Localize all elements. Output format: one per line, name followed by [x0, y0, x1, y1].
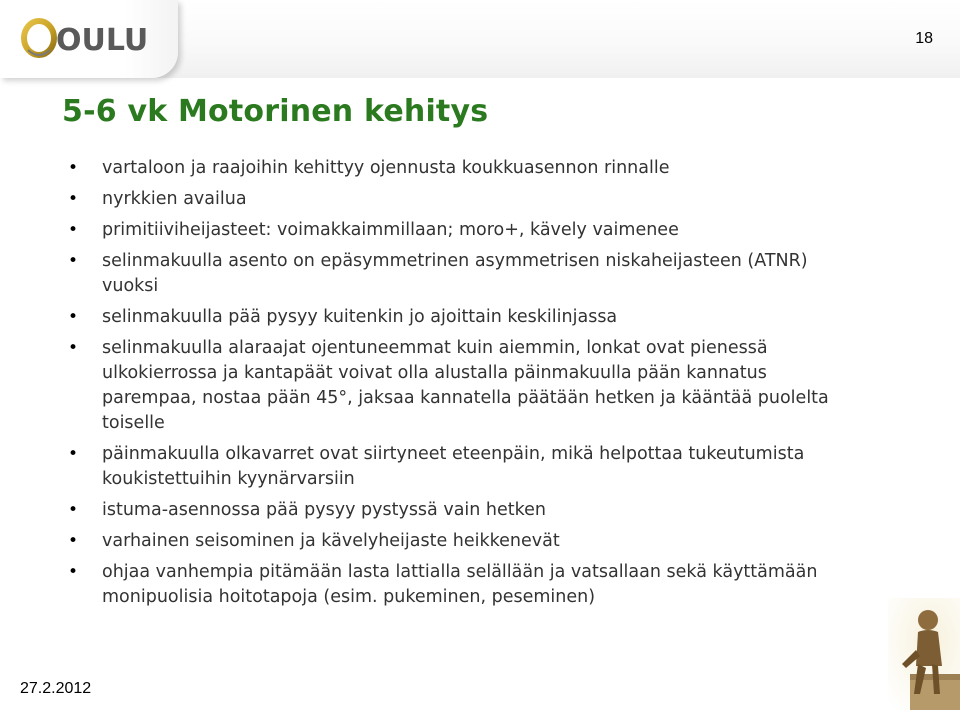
oulu-logo [20, 10, 150, 66]
bullet-text: ohjaa vanhempia pitämään lasta lattialla selällään ja vatsallaan sekä käyttämään monipuolisia hoitotapoja (esim. pukeminen, peseminen) [102, 562, 818, 607]
bullet-item [62, 529, 862, 554]
bullet-icon: • [68, 307, 79, 327]
bullet-text: primitiiviheijasteet: voimakkaimmillaan; moro+, kävely vaimenee [102, 220, 679, 240]
bullet-list [62, 156, 862, 616]
bullet-icon: • [68, 189, 79, 209]
bullet-text: päinmakuulla olkavarret ovat siirtyneet eteenpäin, mikä helpottaa tukeutumista koukistettuihin kyynärvarsiin [102, 444, 805, 489]
footer-date: 27.2.2012 [20, 680, 92, 697]
bullet-icon: • [68, 251, 79, 271]
bullet-text: selinmakuulla alaraajat ojentuneemmat kuin aiemmin, lonkat ovat pienessä ulkokierrossa ja kantapäät voivat olla alustalla päinmakuulla pään kannatus parempaa, nostaa pään 45°, jaksaa kannatella päätään hetken ja kääntää puolelta toiselle [102, 338, 829, 433]
bullet-text: vartaloon ja raajoihin kehittyy ojennusta koukkuasennon rinnalle [102, 158, 670, 178]
bullet-text: selinmakuulla asento on epäsymmetrinen asymmetrisen niskaheijasteen (ATNR) vuoksi [102, 251, 808, 296]
bullet-item [62, 156, 862, 181]
bullet-item [62, 249, 862, 299]
statue-image [888, 598, 960, 710]
logo-tab [0, 0, 178, 78]
bullet-icon: • [68, 444, 79, 464]
bullet-icon: • [68, 562, 79, 582]
bullet-text: varhainen seisominen ja kävelyheijaste heikkenevät [102, 531, 560, 551]
bullet-item [62, 218, 862, 243]
page-number: 18 [915, 30, 933, 47]
bullet-icon: • [68, 338, 79, 358]
bullet-item [62, 442, 862, 492]
bullet-item [62, 498, 862, 523]
logo-text: OULU [56, 23, 149, 58]
bullet-icon: • [68, 531, 79, 551]
bullet-icon: • [68, 220, 79, 240]
bullet-text: selinmakuulla pää pysyy kuitenkin jo ajoittain keskilinjassa [102, 307, 618, 327]
bullet-item [62, 336, 862, 436]
bullet-item [62, 560, 862, 610]
bullet-text: nyrkkien availua [102, 189, 247, 209]
bullet-icon: • [68, 158, 79, 178]
bullet-item [62, 305, 862, 330]
slide-title: 5-6 vk Motorinen kehitys [62, 94, 489, 129]
bullet-icon: • [68, 500, 79, 520]
bullet-item [62, 187, 862, 212]
bullet-text: istuma-asennossa pää pysyy pystyssä vain hetken [102, 500, 547, 520]
